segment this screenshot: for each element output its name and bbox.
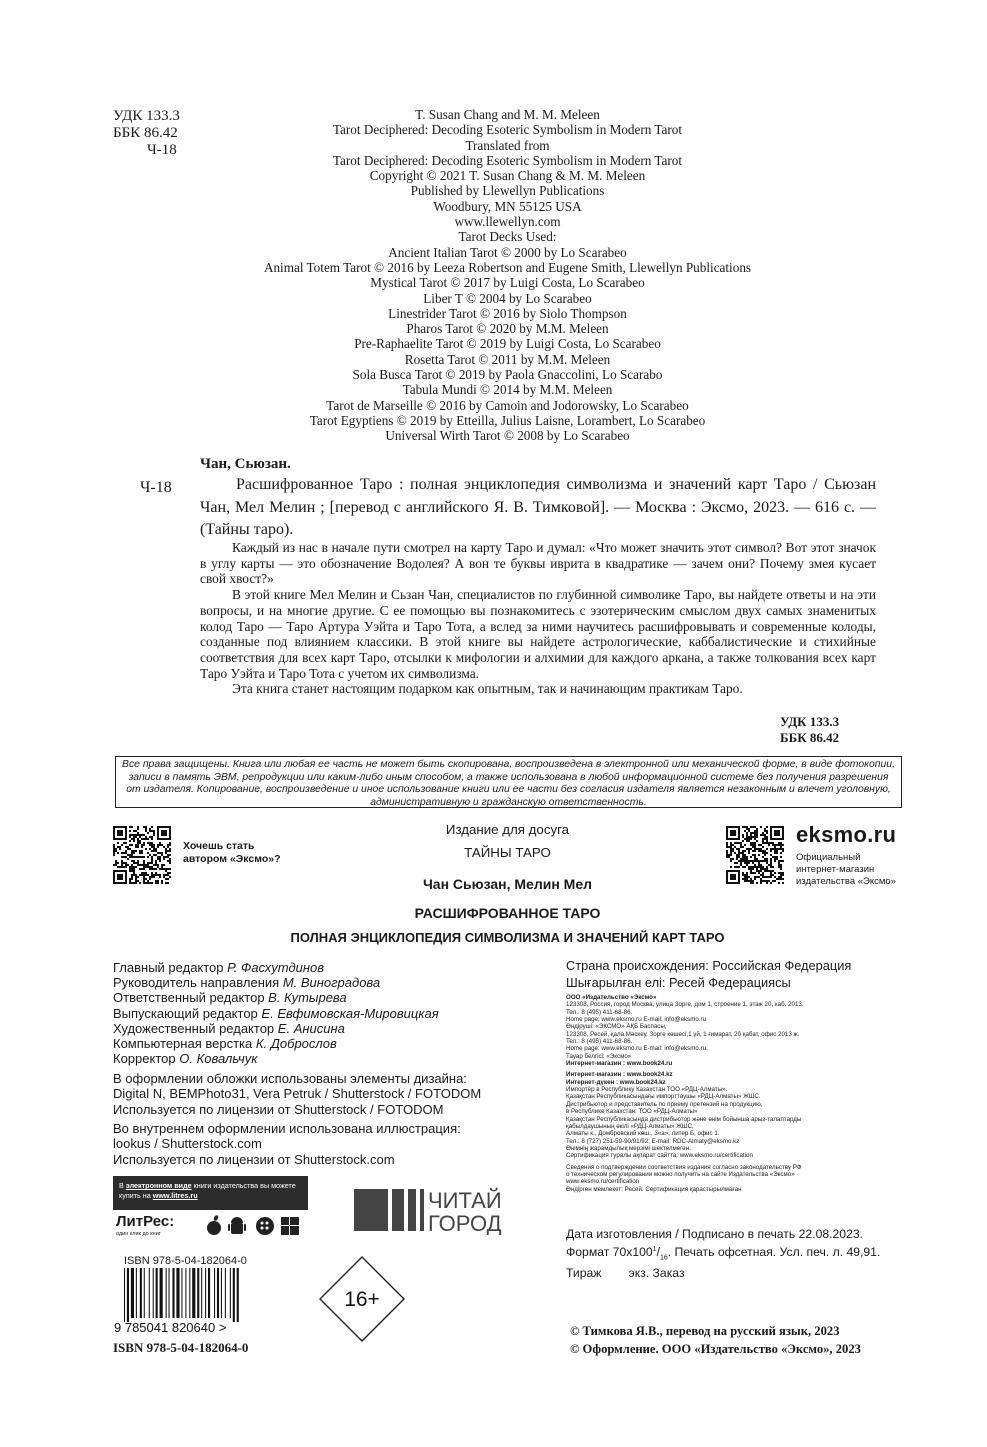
annotation-paragraph: В этой книге Мел Мелин и Сьзан Чан, специалистов по глубинной символике Таро, вы найдете ответы и на эти вопросы, и на многие другие. С ее помощью вы познакомитесь с эзотерическим смыслом двух самых знаменитых колод Таро — Таро Артура Уэйта и Таро Тота, а вслед за ними научитесь расшифровывать и современные колоды, созданные под влиянием классики. В этой книге вы найдете астрологические, каббалистические и стихийные соответствия для всех карт Таро, отсылки к мифологии и алхимии для каждого аркана, а также толкования всех карт Таро Уэйта и Таро Тота с учетом их символизма. — [200, 587, 876, 681]
edition-type: Издание для досуга — [445, 822, 570, 837]
credit-line: Pharos Tarot © 2020 by M.M. Meleen — [406, 321, 609, 337]
credit-line: Tarot Deciphered: Decoding Esoteric Symbolism in Modern Tarot — [332, 152, 683, 168]
credit-line: Rosetta Tarot © 2011 by M.M. Meleen — [404, 351, 611, 367]
bibliography-entry: Расшифрованное Таро : полная энциклопедия символизма и значений карт Таро / Сьюзан Чан, Мел Мелин ; [перевод с английского Я. В. Тимковой]. — Москва : Эксмо, 2023. — 616 с. — (Тайны таро). — [200, 476, 876, 538]
litres-banner-prefix: В — [119, 1181, 124, 1190]
isbn-top: ISBN 978-5-04-182064-0 — [124, 1255, 247, 1267]
credit-line: Tarot Egyptiens © 2019 by Etteilla, Julius Laisne, Lorambert, Lo Scarabeo — [309, 412, 706, 428]
staff-row — [113, 1036, 533, 1051]
staff-row — [113, 975, 533, 990]
publisher-line: Өндіруші: «ЭКСМО» АҚБ Баспасы, — [566, 1023, 667, 1031]
udk-code-footer: УДК 133.3 — [780, 714, 840, 729]
credit-line: Во внутреннем оформлении использована иллюстрация: — [113, 1121, 461, 1136]
publisher-line: Қазақстан Республикасындағы импорттаушы «РДЦ-Алматы» ЖШС. — [566, 1093, 761, 1101]
classification-footer — [780, 714, 876, 746]
publisher-line: ООО «Издательство «Эксмо» — [566, 994, 657, 1001]
staff-name: К. Доброслов — [255, 1036, 337, 1052]
publisher-line: о техническом регулировании можно получить на сайте Издательства «Эксмо» — [566, 1170, 795, 1178]
print-dates: Дата изготовления / Подписано в печать 22.08.2023. — [566, 1227, 864, 1241]
litres-site-link[interactable]: www.litres.ru — [152, 1190, 198, 1200]
publisher-details — [566, 994, 856, 1193]
credit-line: Digital N, BEMPhoto31, Vera Petruk / Shutterstock / FOTODOM — [113, 1086, 482, 1102]
publisher-line: Тел.: 8 (495) 411-68-86. — [566, 1008, 633, 1016]
age-rating: 16+ — [344, 1288, 380, 1311]
chitai-line1: ЧИТАЙ — [428, 1188, 502, 1213]
country-ru: Страна происхождения: Российская Федерация — [566, 958, 852, 973]
publisher-line: www.eksmo.ru/certification — [566, 1178, 640, 1186]
country-of-origin — [566, 958, 851, 991]
book-authors: Чан Сьюзан, Мелин Мел — [422, 876, 593, 892]
litres-banner[interactable] — [113, 1176, 308, 1210]
book-subtitle: ПОЛНАЯ ЭНЦИКЛОПЕДИЯ СИМВОЛИЗМА И ЗНАЧЕНИЙ КАРТ ТАРО — [290, 930, 725, 945]
staff-row — [113, 960, 533, 975]
credit-line: www.llewellyn.com — [454, 214, 561, 230]
eksmo-caption-line: издательства «Эксмо» — [796, 876, 896, 887]
author-cta-line: Хочешь стать — [183, 840, 255, 852]
staff-row — [113, 1021, 533, 1036]
credit-line: Tabula Mundi © 2014 by M.M. Meleen — [402, 382, 613, 398]
publisher-line: Тауар белгісі: «Эксмо» — [566, 1052, 632, 1060]
eksmo-logo[interactable]: eksmo.ru — [796, 822, 897, 847]
credit-line: Используется по лицензии от Shutterstock.com — [113, 1151, 395, 1167]
publisher-line: Импортёр в Республику Казахстан ТОО «РДЦ-Алматы». — [566, 1086, 728, 1094]
chitai-gorod-logo — [354, 1185, 534, 1235]
credit-line: Tarot Deciphered: Decoding Esoteric Symbolism in Modern Tarot — [332, 122, 683, 138]
publisher-line: Home page: www.eksmo.ru E-mail: info@eksmo.ru — [566, 1016, 707, 1024]
credit-line: Pre-Raphaelite Tarot © 2019 by Luigi Costa, Lo Scarabeo — [354, 336, 661, 352]
format-denominator: 16 — [659, 1254, 668, 1262]
publisher-line: қабылдаушының өкілі «РДЦ-Алматы» ЖШС, — [566, 1122, 694, 1130]
print-run: Тираж экз. Заказ — [566, 1265, 685, 1280]
credit-line: Translated from — [465, 137, 550, 153]
staff-role: Компьютерная верстка — [113, 1036, 253, 1052]
staff-name: О. Ковальчук — [179, 1051, 258, 1067]
interior-design-credits — [113, 1121, 533, 1167]
publisher-line: 123308, Ресей, қала Мәскеу, Зорге көшесі,1 үй, 1 ғимарат, 20 қабат, офис 2013 ж. — [566, 1030, 800, 1038]
publisher-line: Өндірген мемлекет: Ресей. Сертификация қарастырылмаған — [566, 1185, 742, 1193]
author-mark: Ч-18 — [147, 142, 177, 158]
staff-row — [113, 1006, 533, 1021]
credit-line: Tarot de Marseille © 2016 by Camoin and Jodorowsky, Lo Scarabeo — [326, 397, 689, 413]
isbn-bottom: ISBN 978-5-04-182064-0 — [113, 1340, 249, 1355]
publisher-line: Интернет-дүкен : www.book24.kz — [566, 1078, 666, 1086]
cover-design-credits — [113, 1071, 533, 1117]
publisher-line: Home page: www.eksmo.ru E-mail: info@eksmo.ru. — [566, 1045, 708, 1053]
litres-tagline: один клик до книг — [116, 1231, 161, 1237]
litres-banner-text: книги издательства вы можете купить на — [119, 1181, 296, 1200]
credit-line: Tarot Decks Used: — [458, 229, 557, 245]
author-cta-line: автором «Эксмо»? — [183, 853, 281, 865]
bbk-code-footer: ББК 86.42 — [780, 730, 840, 745]
blackberry-icon — [256, 1217, 274, 1235]
country-kz: Шығарылған елі: Ресей Федерациясы — [566, 974, 791, 990]
publisher-line: Сведения о подтверждении соответствия издания согласно законодательству РФ — [566, 1163, 802, 1171]
android-icon — [228, 1217, 246, 1234]
publisher-line: Интернет-магазин : www.book24.ru — [566, 1060, 673, 1068]
credit-line: Universal Wirth Tarot © 2008 by Lo Scarabeo — [385, 428, 630, 444]
credit-line: Copyright © 2021 T. Susan Chang & M. M. Meleen — [369, 168, 646, 184]
copyright-line: © Оформление. ООО «Издательство «Эксмо», 2023 — [570, 1342, 861, 1356]
credit-line: Animal Totem Tarot © 2016 by Leeza Robertson and Eugene Smith, Llewellyn Publications — [263, 259, 752, 275]
credit-line: lookus / Shutterstock.com — [113, 1136, 262, 1152]
credit-line: Используется по лицензии от Shutterstock / FOTODOM — [113, 1101, 444, 1117]
credit-line: Mystical Tarot © 2017 by Luigi Costa, Lo Scarabeo — [370, 275, 645, 291]
publisher-line: Тел.: 8 (495) 411-68-86. — [566, 1038, 633, 1046]
classification-block — [113, 108, 203, 159]
staff-role: Ответственный редактор — [113, 990, 265, 1006]
annotation-paragraph: Эта книга станет настоящим подарком как опытным, так и начинающим практикам Таро. — [232, 681, 743, 697]
staff-name: М. Виноградова — [282, 975, 381, 991]
publisher-line: Алматы к., Домбровский көш., 3«а», литер Б, офис 1. — [566, 1130, 720, 1138]
staff-row — [113, 990, 533, 1005]
staff-name: В. Кутырева — [268, 990, 347, 1006]
publisher-line: Дистрибьютор и представитель по приему претензий на продукцию, — [566, 1100, 763, 1108]
apple-icon — [207, 1214, 221, 1235]
original-credits — [200, 107, 815, 444]
bibliography-author: Чан, Сьюзан. — [200, 456, 291, 472]
credit-line: Woodbury, MN 55125 USA — [433, 198, 582, 214]
credit-line: Linestrider Tarot © 2016 by Siolo Thompson — [388, 305, 627, 321]
credit-line: Sola Busca Tarot © 2019 by Paola Gnaccolini, Lo Scarabo — [352, 367, 663, 383]
udk-code: УДК 133.3 — [113, 108, 180, 124]
credit-line: Published by Llewellyn Publications — [410, 183, 605, 199]
series-name: ТАЙНЫ ТАРО — [464, 845, 551, 860]
credit-line: Ancient Italian Tarot © 2000 by Lo Scarabeo — [388, 244, 627, 260]
publisher-line: Тел.: 8 (727) 251-59-90/91/92; E-mail: RDC-Almaty@eksmo.kz — [566, 1137, 740, 1145]
staff-name: Р. Фасхутдинов — [227, 960, 325, 975]
format-numerator: 1 — [652, 1246, 657, 1253]
platform-icons — [205, 1214, 305, 1238]
staff-role: Художественный редактор — [113, 1020, 275, 1036]
annotation — [200, 540, 876, 697]
format-prefix: Формат 70х100 — [566, 1245, 653, 1260]
publisher-line: Интернет-магазин : www.book24.kz — [566, 1071, 673, 1079]
publisher-line: Өнімнің жарамдылық мерзімі шектелмеген. — [566, 1144, 691, 1152]
qr-code-authors[interactable] — [113, 826, 171, 884]
staff-name: Е. Евфимовская-Мировицкая — [261, 1005, 439, 1021]
book-title: РАСШИФРОВАННОЕ ТАРО — [414, 905, 601, 921]
bbk-code: ББК 86.42 — [113, 125, 178, 141]
staff-name: Е. Анисина — [277, 1020, 345, 1036]
publisher-line: 123308, Россия, город Москва, улица Зорге, дом 1, строение 1, этаж 20, каб. 2013. — [566, 1001, 804, 1009]
age-rating-badge — [318, 1255, 406, 1343]
print-format: Формат $70х100^1/_{16}$. Печать офсетная. Усл. печ. л. 49,91. — [566, 1245, 881, 1262]
staff-role: Корректор — [113, 1051, 176, 1067]
eksmo-caption-line: Официальный — [796, 852, 861, 863]
publisher-line: Қазақстан Республикасында дистрибьютор және өнім бойынша арыз-талаптарды — [566, 1115, 802, 1123]
barcode-digits: 9 785041 820640 > — [114, 1320, 227, 1334]
annotation-paragraph: Каждый из нас в начале пути смотрел на карту Таро и думал: «Что может значить этот символ? Вот этот значок в углу карты — это обозначение Водолея? А вон те буквы иврита в квадратике — зачем они? Почему змея кусает свой хвост?» — [200, 540, 876, 587]
author-cta[interactable] — [183, 840, 281, 866]
staff-row — [113, 1051, 533, 1066]
rights-notice: Все права защищены. Книга или любая ее часть не может быть скопирована, воспроизведена в электронной или механической форме, в виде фотокопии, записи в память ЭВМ, репродукции или каким-либо иным способом, а также использована в любой информационной системе без получения разрешения от издателя. Копирование, воспроизведение и иное использование книги или ее части без согласия издателя является незаконным и влечет уголовную, административную и гражданскую ответственность. — [115, 756, 902, 808]
staff-role: Выпускающий редактор — [113, 1005, 258, 1021]
author-mark-side: Ч-18 — [140, 479, 172, 496]
staff-role: Руководитель направления — [113, 975, 280, 991]
print-info — [566, 1227, 880, 1281]
publisher-line: Сертификация туралы ақпарат сайтта: www.eksmo.ru/certification — [566, 1152, 753, 1160]
copyright-lines — [570, 1322, 861, 1358]
eksmo-caption-line: интернет-магазин — [796, 864, 875, 875]
credit-line: Liber T © 2004 by Lo Scarabeo — [423, 290, 592, 306]
format-suffix: . Печать офсетная. Усл. печ. л. 49,91. — [667, 1245, 881, 1260]
staff-role: Главный редактор — [113, 960, 224, 975]
credit-line: В оформлении обложки использованы элементы дизайна: — [113, 1071, 467, 1086]
windows-icon — [281, 1217, 299, 1235]
litres-banner-link[interactable]: электронном виде — [125, 1181, 192, 1190]
publisher-line: в Республике Казахстан: ТОО «РДЦ-Алматы» — [566, 1108, 698, 1116]
chitai-line2: ГОРОД — [428, 1211, 502, 1235]
isbn-barcode — [112, 1268, 272, 1334]
litres-logo: ЛитРес: — [116, 1213, 175, 1230]
copyright-line: © Тимкова Я.В., перевод на русский язык, 2023 — [570, 1324, 840, 1338]
staff-list — [113, 960, 533, 1066]
credit-line: T. Susan Chang and M. M. Meleen — [415, 107, 600, 122]
